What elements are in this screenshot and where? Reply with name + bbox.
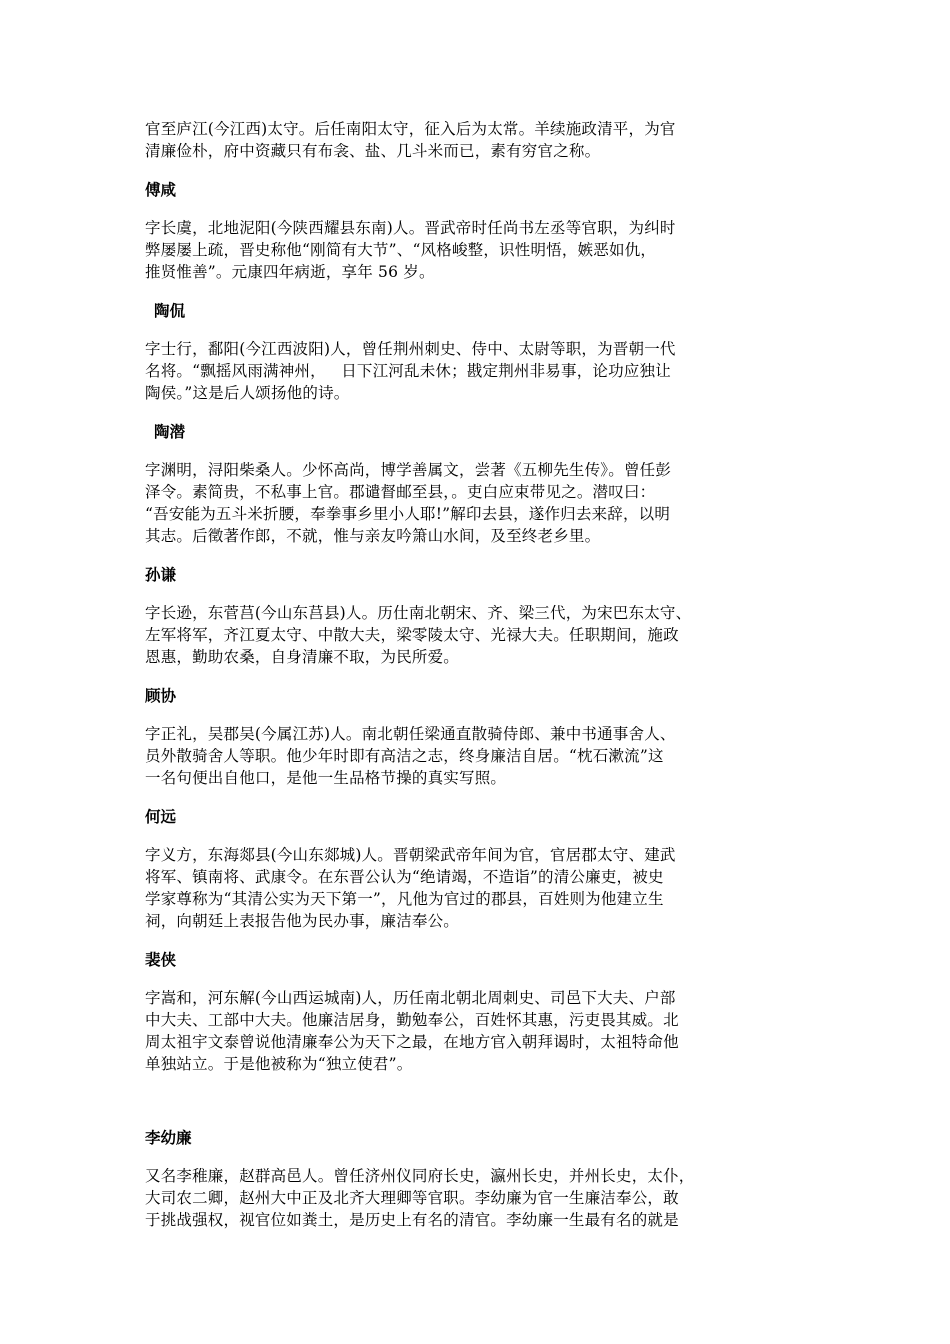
text-line: 将军、镇南将、武康令。在东晋公认为“绝请竭，不造诣”的清公廉吏，被史 (145, 868, 664, 886)
text-line: 学家尊称为“其清公实为天下第一”，凡他为官过的郡县，百姓则为他建立生 (145, 890, 664, 908)
text-line: 一名句便出自他口，是他一生品格节操的真实写照。 (145, 769, 507, 787)
paragraph (145, 602, 810, 668)
section-tao-kan (145, 300, 810, 404)
document-body (145, 118, 810, 1231)
text-line: 弊屡屡上疏，晋史称他“刚简有大节”、“风格峻整，识性明悟，嫉恶如仇， (145, 241, 657, 259)
text-line: 字士行，鄱阳(今江西波阳)人，曾任荆州刺史、侍中、太尉等职，为晋朝一代 (145, 340, 676, 358)
paragraph (145, 459, 810, 547)
text-line: 恩惠，勤助农桑，自身清廉不取，为民所爱。 (145, 648, 460, 666)
text-line: 中大夫、工部中大夫。他廉洁居身，勤勉奉公，百姓怀其惠，污吏畏其威。北 (145, 1011, 679, 1029)
paragraph (145, 1165, 810, 1231)
section-continuation (145, 118, 810, 162)
text-line: 祠，向朝廷上表报告他为民办事，廉洁奉公。 (145, 912, 460, 930)
section-heading: 顾协 (145, 687, 177, 705)
paragraph (145, 844, 810, 932)
section-heading: 陶潜 (154, 423, 186, 441)
text-line: “吾安能为五斗米折腰，奉拳事乡里小人耶!”解印去县，遂作归去来辞，以明 (145, 505, 671, 523)
text-line: 名将。“飘摇风雨满神州， 日下江河乱未休；戡定荆州非易事，论功应独让 (145, 362, 671, 380)
text-line: 于挑战强权，视官位如粪土，是历史上有名的清官。李幼廉一生最有名的就是 (145, 1211, 679, 1229)
section-heading: 裴侠 (145, 951, 177, 969)
section-pei-xia (145, 949, 810, 1075)
text-line: 字正礼，吴郡吴(今属江苏)人。南北朝任梁通直散骑侍郎、兼中书通事舍人、 (145, 725, 676, 743)
section-li-you-lian (145, 1127, 810, 1231)
text-line: 员外散骑舍人等职。他少年时即有高洁之志，终身廉洁自居。“枕石漱流”这 (145, 747, 664, 765)
section-heading: 孙谦 (145, 566, 177, 584)
text-line: 字嵩和，河东解(今山西运城南)人，历任南北朝北周刺史、司邑下大夫、户部 (145, 989, 676, 1007)
text-line: 左军将军，齐江夏太守、中散大夫，梁零陵太守、光禄大夫。任职期间，施政 (145, 626, 679, 644)
section-heading: 李幼廉 (145, 1129, 192, 1147)
text-line: 泽令。素简贵，不私事上官。郡谴督邮至县，。吏白应束带见之。潜叹曰： (145, 483, 656, 501)
paragraph (145, 338, 810, 404)
paragraph (145, 723, 810, 789)
section-he-yuan (145, 806, 810, 932)
text-line: 其志。后徵著作郎，不就，惟与亲友吟箫山水间，及至终老乡里。 (145, 527, 601, 545)
text-line: 大司农二卿，赵州大中正及北齐大理卿等官职。李幼廉为官一生廉洁奉公，敢 (145, 1189, 679, 1207)
text-line: 推贤惟善”。元康四年病逝，享年 56 岁。 (145, 263, 435, 281)
text-line: 字长虞，北地泥阳(今陕西耀县东南)人。晋武帝时任尚书左丞等官职，为纠时 (145, 219, 676, 237)
paragraph (145, 217, 810, 283)
text-line: 周太祖宇文泰曾说他清廉奉公为天下之最，在地方官入朝拜谒时，太祖特命他 (145, 1033, 679, 1051)
section-heading: 何远 (145, 808, 177, 826)
section-gu-xie (145, 685, 810, 789)
section-heading: 陶侃 (154, 302, 186, 320)
text-line: 又名李稚廉，赵群高邑人。曾任济州仪同府长史，瀛州长史，并州长史，太仆， (145, 1167, 695, 1185)
text-line: 字渊明，浔阳柴桑人。少怀高尚，博学善属文，尝著《五柳先生传》。曾任彭 (145, 461, 672, 479)
text-line: 清廉俭朴，府中资藏只有布衾、盐、几斗米而已，素有穷官之称。 (145, 142, 601, 160)
section-tao-qian (145, 421, 810, 547)
section-sun-qian (145, 564, 810, 668)
text-line: 单独站立。于是他被称为“独立使君”。 (145, 1055, 413, 1073)
paragraph (145, 987, 810, 1075)
section-fu-xian (145, 179, 810, 283)
text-line: 官至庐江(今江西)太守。后任南阳太守，征入后为太常。羊续施政清平，为官 (145, 120, 676, 138)
section-heading: 傅咸 (145, 181, 177, 199)
paragraph (145, 118, 810, 162)
text-line: 字长逊，东菅莒(今山东莒县)人。历仕南北朝宋、齐、梁三代，为宋巴东太守、 (145, 604, 692, 622)
text-line: 陶侯。”这是后人颂扬他的诗。 (145, 384, 350, 402)
text-line: 字义方，东海郯县(今山东郯城)人。晋朝梁武帝年间为官，官居郡太守、建武 (145, 846, 676, 864)
